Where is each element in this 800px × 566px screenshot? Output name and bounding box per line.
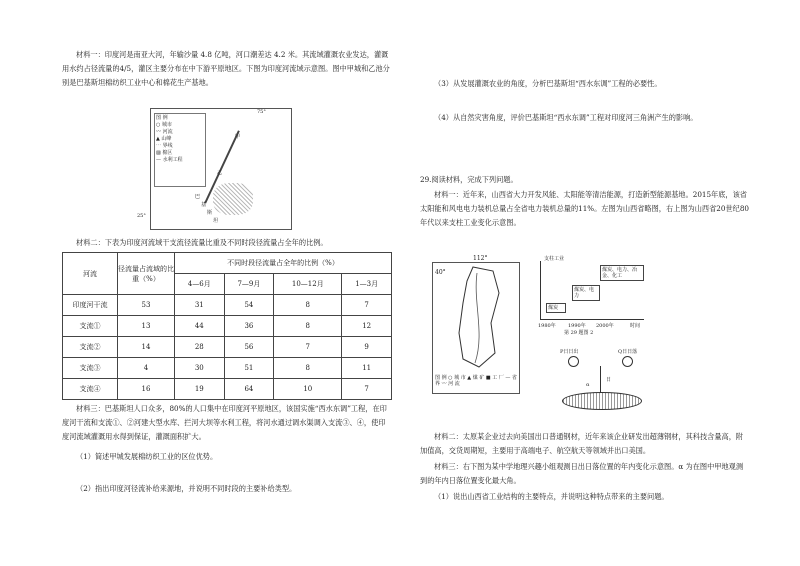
diagram-label: Q日日落 (618, 349, 638, 355)
q29-material-2: 材料二：太原某企业过去向美国出口普通钢材，近年来该企业研发出超薄钢材，其科技含量高，附加值高，交货周期短，主要用于高端电子、航空航天等领域并出口美国。 (420, 432, 744, 455)
map-longitude-label: 75° (257, 109, 266, 115)
indus-basin-map (137, 108, 292, 230)
runoff-table (62, 252, 392, 400)
map-longitude-label: 112° (473, 255, 488, 262)
chart-y-axis (540, 261, 541, 319)
material-1-paragraph: 材料一：印度河是南亚大河，年输沙量 4.8 亿吨，河口潮差达 4.2 米。其流域灌溉农业发达，灌溉用水约占径流量的4/5，灌区主要分布在中下游平原地区。下图为印度河流域示意图。图中甲城和乙池分别是巴基斯坦棉纺织工业中心和棉花生产基地。 (62, 50, 390, 87)
table-row: 印度河干流 53 31 54 8 7 (63, 295, 392, 316)
industry-box: 煤炭、电力、冶金、化工 (600, 265, 644, 281)
map-latitude-label: 40° (435, 269, 446, 276)
material-2-paragraph: 材料二：下表为印度河流域干支流径流量比重及不同时段径流量占全年的比例。 (76, 238, 328, 247)
legend-item: 〰 河流 (156, 129, 173, 135)
legend-item: ⋯ 界线 (156, 143, 173, 149)
chart-x-tick: 1990年 (568, 323, 586, 329)
header-period-4: 1—3月 (342, 274, 392, 295)
question-4: （4）从自然灾害角度，评价巴基斯坦“西水东调”工程对印度河三角洲产生的影响。 (434, 113, 698, 122)
question-3: （3）从发展灌溉农业的角度，分析巴基斯坦“西水东调”工程的必要性。 (434, 79, 662, 88)
header-period-2: 7—9月 (224, 274, 274, 295)
table-header-row (63, 253, 392, 274)
chart-x-tick: 2000年 (596, 323, 614, 329)
chart-x-tick: 时间 (630, 323, 641, 329)
map-label: 乙 (217, 170, 223, 176)
legend-item: — 水利工程 (156, 157, 183, 163)
province-outline (433, 263, 519, 373)
legend-item: ▲ 山峰 (156, 136, 172, 142)
header-period-1: 4—6月 (175, 274, 225, 295)
angle-label: α (586, 382, 590, 388)
map-label: 甲 (235, 134, 241, 140)
sun-icon (568, 356, 579, 367)
cotton-area-hatch (213, 183, 253, 215)
map-legend: 图 例 ○ 城 市 ▲ 煤 矿 ■ 工 厂 — 省 界 〰 河 流 (435, 375, 518, 387)
industry-box: 煤炭 (546, 303, 566, 313)
question-1: （1）简述甲城发展棉纺织工业的区位优势。 (76, 452, 218, 461)
map-label: 巴 (195, 194, 201, 200)
q29-material-1: 材料一：近年来，山西省大力开发风能、太阳能等清洁能源，打造新型能源基地。2015年底，该省太阳能和风电电力装机总量占全省电力装机总量的11%。左图为山西省略图，右上图为山西省20世纪80年代以来支柱工业变化示意图。 (420, 190, 749, 227)
map-latitude-label: 25° (137, 213, 146, 219)
table-row: 支流④ 16 19 64 10 7 (63, 379, 392, 400)
diagram-label: P日日出 (560, 349, 579, 355)
map-legend: 图 例 ○ 城市 〰 河流 ▲ 山峰 ⋯ 界线 ▨ 棉区 — 水利工程 (154, 113, 206, 187)
legend-item: ▨ 棉区 (156, 150, 173, 156)
question-29-heading: 29.阅读材料，完成下列问题。 (420, 175, 518, 184)
chart-x-tick: 1980年 (538, 323, 556, 329)
table-row: 支流② 14 28 56 7 9 (63, 337, 392, 358)
sun-icon (622, 356, 633, 367)
table-row: 支流① 13 44 36 8 12 (63, 316, 392, 337)
question-2: （2）指出印度河径流补给来源地，并说明不同时段的主要补给类型。 (76, 484, 297, 493)
map-label: 基 (201, 202, 207, 208)
diagram-label: 日 (606, 377, 612, 383)
map-label: 坦 (213, 218, 219, 224)
legend-item: ○ 城市 (156, 122, 172, 128)
chart-y-label: 支柱工业 (544, 256, 565, 262)
table-row: 支流③ 4 30 51 8 11 (63, 358, 392, 379)
chart-x-axis (540, 319, 644, 320)
q29-question-1: （1）说出山西省工业结构的主要特点，并说明这种特点带来的主要问题。 (434, 492, 669, 501)
horizon-plane (562, 392, 642, 410)
figure-caption: 第 29 题图 2 (564, 330, 594, 336)
material-3-paragraph: 材料三：巴基斯坦人口众多，80%的人口集中在印度河平原地区，该国实施“西水东调”工程，在印度河干流和支流①、②河建大型水库、拦河大坝等水利工程，将河水通过调水渠调入支流③、④，使印度河流域灌溉用水得到保证，灌溉面积扩大。 (62, 404, 387, 441)
q29-material-3: 材料三：右下图为某中学地理兴趣小组观测日出日落位置的年内变化示意图。α 为在图中甲地观测到的年内日落位置变化最大角。 (420, 462, 744, 485)
shanxi-map (432, 255, 520, 394)
industry-change-chart (530, 255, 650, 335)
header-period: 不同时段径流量占全年的比例（%） (175, 253, 392, 274)
map-label: 斯 (207, 210, 213, 216)
header-share: 径流量占流域的比重（%） (118, 253, 175, 295)
sunrise-sunset-diagram (556, 348, 646, 418)
header-period-3: 10—12月 (274, 274, 342, 295)
industry-box: 煤炭、电力 (572, 285, 600, 301)
header-river: 河流 (63, 253, 118, 295)
